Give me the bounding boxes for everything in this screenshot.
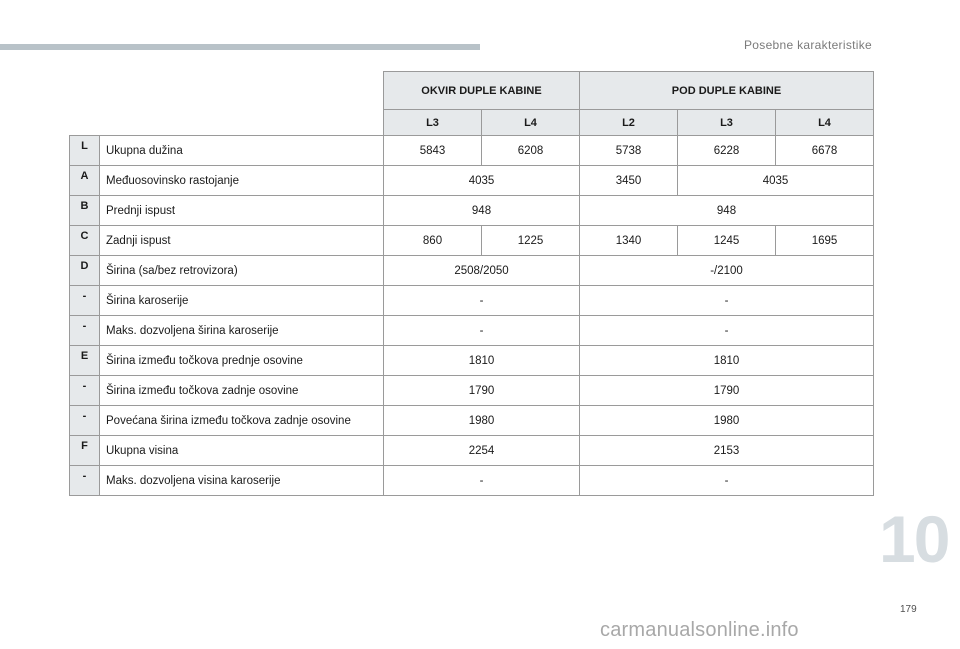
sub-header-cell: L3	[678, 110, 776, 136]
value-cell: 1980	[384, 406, 580, 436]
row-label: Zadnji ispust	[100, 226, 384, 256]
row-code: -	[70, 316, 100, 346]
value-cell: 1810	[384, 346, 580, 376]
value-cell: -	[384, 466, 580, 496]
table-header-row-variants	[70, 110, 874, 136]
page-number: 179	[900, 604, 917, 615]
table-row	[70, 136, 874, 166]
sub-header-cell: L4	[482, 110, 580, 136]
row-code: L	[70, 136, 100, 166]
row-code: -	[70, 286, 100, 316]
row-label: Širina između točkova prednje osovine	[100, 346, 384, 376]
value-cell: 4035	[384, 166, 580, 196]
value-cell: 1790	[384, 376, 580, 406]
group-header-pod: POD DUPLE KABINE	[580, 72, 874, 110]
value-cell: -	[384, 316, 580, 346]
dimensions-table	[69, 71, 874, 496]
row-code: -	[70, 406, 100, 436]
table-header-row-groups	[70, 72, 874, 110]
row-code: A	[70, 166, 100, 196]
sub-header-cell: L3	[384, 110, 482, 136]
value-cell: 2153	[580, 436, 874, 466]
sub-header-cell: L2	[580, 110, 678, 136]
value-cell: 1790	[580, 376, 874, 406]
value-cell: 6228	[678, 136, 776, 166]
value-cell: -	[384, 286, 580, 316]
value-cell: 948	[384, 196, 580, 226]
value-cell: 1980	[580, 406, 874, 436]
value-cell: 5843	[384, 136, 482, 166]
value-cell: 1340	[580, 226, 678, 256]
section-title: Posebne karakteristike	[744, 38, 872, 52]
header-blank-cell	[70, 110, 384, 136]
value-cell: 1225	[482, 226, 580, 256]
table-row	[70, 346, 874, 376]
top-accent-bar	[0, 44, 480, 50]
value-cell: -	[580, 286, 874, 316]
table-row	[70, 166, 874, 196]
value-cell: 6678	[776, 136, 874, 166]
row-code: -	[70, 466, 100, 496]
row-label: Povećana širina između točkova zadnje osovine	[100, 406, 384, 436]
row-code: F	[70, 436, 100, 466]
table-row	[70, 286, 874, 316]
value-cell: -/2100	[580, 256, 874, 286]
row-label: Maks. dozvoljena visina karoserije	[100, 466, 384, 496]
table-row	[70, 256, 874, 286]
group-header-okvir: OKVIR DUPLE KABINE	[384, 72, 580, 110]
watermark-text: carmanualsonline.info	[600, 619, 799, 641]
row-label: Ukupna dužina	[100, 136, 384, 166]
row-code: B	[70, 196, 100, 226]
row-code: D	[70, 256, 100, 286]
table-row	[70, 196, 874, 226]
row-code: C	[70, 226, 100, 256]
table-row	[70, 376, 874, 406]
value-cell: 1810	[580, 346, 874, 376]
value-cell: 948	[580, 196, 874, 226]
value-cell: 5738	[580, 136, 678, 166]
table-row	[70, 406, 874, 436]
value-cell: 1245	[678, 226, 776, 256]
sub-header-cell: L4	[776, 110, 874, 136]
chapter-number: 10	[879, 502, 949, 576]
row-label: Ukupna visina	[100, 436, 384, 466]
table-row	[70, 466, 874, 496]
value-cell: -	[580, 466, 874, 496]
table-row	[70, 316, 874, 346]
row-label: Prednji ispust	[100, 196, 384, 226]
value-cell: 860	[384, 226, 482, 256]
row-label: Širina između točkova zadnje osovine	[100, 376, 384, 406]
table-row	[70, 226, 874, 256]
value-cell: 6208	[482, 136, 580, 166]
value-cell: 1695	[776, 226, 874, 256]
value-cell: 4035	[678, 166, 874, 196]
row-label: Širina (sa/bez retrovizora)	[100, 256, 384, 286]
row-code: -	[70, 376, 100, 406]
value-cell: 2254	[384, 436, 580, 466]
row-code: E	[70, 346, 100, 376]
value-cell: -	[580, 316, 874, 346]
row-label: Međuosovinsko rastojanje	[100, 166, 384, 196]
row-label: Maks. dozvoljena širina karoserije	[100, 316, 384, 346]
table-row	[70, 436, 874, 466]
value-cell: 3450	[580, 166, 678, 196]
value-cell: 2508/2050	[384, 256, 580, 286]
header-blank-cell	[70, 72, 384, 110]
row-label: Širina karoserije	[100, 286, 384, 316]
